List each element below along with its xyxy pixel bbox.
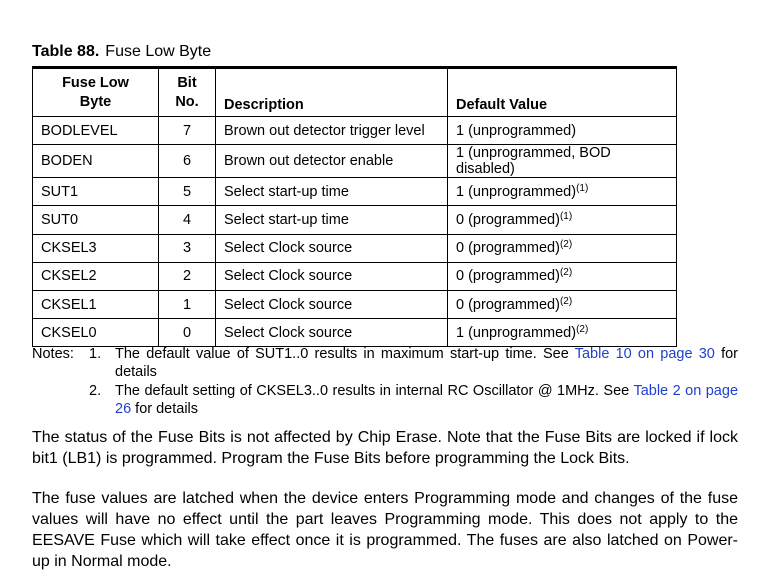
- description-cell-text: Select start-up time: [224, 211, 349, 228]
- header-fuse-low-line1: Fuse Low: [62, 74, 129, 91]
- fuse-name-cell-text: CKSEL2: [41, 268, 97, 285]
- footnote-ref: (2): [559, 239, 573, 251]
- default-value-cell-text: 0 (programmed): [456, 296, 560, 313]
- table-caption: [32, 42, 211, 62]
- fuse-name-cell: [33, 117, 159, 145]
- description-cell-text: Select Clock source: [224, 240, 353, 257]
- note-1-link[interactable]: Table 10 on page 30: [574, 346, 715, 362]
- header-bit-line1: Bit: [177, 74, 197, 91]
- bit-number-cell-text: 7: [182, 122, 192, 139]
- fuse-name-cell: [33, 290, 159, 318]
- note-2-link[interactable]: Table 2 on page 26: [115, 383, 739, 417]
- description-cell-text: Brown out detector enable: [224, 153, 394, 170]
- header-default-value: Default Value: [448, 68, 677, 117]
- note-1-text-before: The default value of SUT1..0 results in maximum start-up time. See: [115, 346, 575, 362]
- bit-number-cell: [159, 319, 216, 347]
- table-title: Fuse Low Byte: [105, 43, 212, 60]
- fuse-name-cell: [33, 178, 159, 206]
- header-bit-no: [159, 68, 216, 117]
- note-1-text-after: for details: [115, 346, 739, 380]
- description-cell-text: Select Clock source: [224, 296, 353, 313]
- table-number: Table 88.: [32, 43, 100, 60]
- bit-number-cell: [159, 178, 216, 206]
- note-2-spacer: [32, 382, 89, 418]
- description-cell: [216, 319, 448, 347]
- default-value-cell-text: 0 (programmed): [456, 211, 560, 228]
- fuse-name-cell: [33, 145, 159, 178]
- default-value-cell: [448, 319, 677, 347]
- header-fuse-low-line2: Byte: [79, 93, 112, 110]
- header-bit-line2: No.: [175, 93, 199, 110]
- footnote-ref: (2): [576, 323, 589, 335]
- bit-number-cell: [159, 262, 216, 290]
- default-value-cell-text: 0 (programmed): [456, 268, 560, 285]
- default-value-cell: [448, 206, 677, 234]
- table-row: [33, 206, 677, 234]
- table-row: [33, 319, 677, 347]
- bit-number-cell: [159, 145, 216, 178]
- fuse-name-cell: [33, 262, 159, 290]
- fuse-name-cell-text: CKSEL1: [41, 296, 97, 313]
- fuse-name-cell-text: CKSEL0: [41, 324, 97, 341]
- table-row: [33, 234, 677, 262]
- table-header-row: [33, 68, 677, 117]
- fuse-low-byte-table: [32, 66, 677, 347]
- note-2-text-after: for details: [131, 401, 199, 417]
- table-row: [33, 145, 677, 178]
- default-value-cell-text: 1 (unprogrammed): [456, 183, 577, 200]
- fuse-name-cell-text: BODLEVEL: [41, 122, 118, 139]
- paragraph-chip-erase: The status of the Fuse Bits is not affected by Chip Erase. Note that the Fuse Bits are locked if lock bit1 (LB1) is programmed. Program the Fuse Bits before programming the Lock Bits.: [32, 429, 738, 467]
- footnote-ref: (2): [559, 267, 573, 279]
- bit-number-cell-text: 2: [182, 268, 192, 285]
- bit-number-cell: [159, 234, 216, 262]
- description-cell: [216, 290, 448, 318]
- description-cell-text: Select Clock source: [224, 268, 353, 285]
- description-cell-text: Brown out detector trigger level: [224, 122, 425, 139]
- default-value-cell-text: 1 (unprogrammed, BOD disabled): [456, 145, 611, 178]
- fuse-name-cell-text: BODEN: [41, 153, 93, 170]
- description-cell-text: Select Clock source: [224, 324, 353, 341]
- fuse-name-cell-text: CKSEL3: [41, 240, 97, 257]
- default-value-cell-text: 0 (programmed): [456, 240, 560, 257]
- default-value-cell: [448, 117, 677, 145]
- default-value-cell-text: 1 (unprogrammed): [456, 324, 577, 341]
- paragraph-fuse-latching: The fuse values are latched when the device enters Programming mode and changes of the fuse values will have no effect until the part leaves Programming mode. This does not apply to the EESAVE Fuse which will take effect once it is programmed. The fuses are also latched on Power-up in Normal mode.: [32, 490, 738, 570]
- bit-number-cell: [159, 117, 216, 145]
- description-cell: [216, 145, 448, 178]
- bit-number-cell-text: 0: [182, 324, 192, 341]
- table-notes: [32, 345, 738, 418]
- header-description: Description: [216, 68, 448, 117]
- description-cell: [216, 117, 448, 145]
- default-value-cell: [448, 234, 677, 262]
- description-cell: [216, 262, 448, 290]
- default-value-cell: [448, 145, 677, 178]
- bit-number-cell: [159, 206, 216, 234]
- header-fuse-low-byte: [33, 68, 159, 117]
- description-cell: [216, 234, 448, 262]
- note-2-text: [115, 382, 738, 418]
- table-row: [33, 178, 677, 206]
- default-value-cell-text: 1 (unprogrammed): [456, 122, 577, 139]
- bit-number-cell-text: 1: [182, 296, 192, 313]
- fuse-name-cell: [33, 319, 159, 347]
- footnote-ref: (2): [559, 295, 573, 307]
- fuse-name-cell: [33, 234, 159, 262]
- footnote-ref: (1): [559, 210, 573, 222]
- note-2-text-before: The default setting of CKSEL3..0 results in internal RC Oscillator @ 1MHz. See: [115, 383, 634, 399]
- default-value-cell: [448, 262, 677, 290]
- note-2-number: 2.: [89, 383, 102, 399]
- bit-number-cell: [159, 290, 216, 318]
- bit-number-cell-text: 3: [182, 240, 192, 257]
- fuse-name-cell: [33, 206, 159, 234]
- table-row: [33, 117, 677, 145]
- note-2: [32, 382, 738, 418]
- table-row: [33, 290, 677, 318]
- table-row: [33, 262, 677, 290]
- note-1-text: [115, 345, 738, 381]
- note-1: [32, 345, 738, 381]
- bit-number-cell-text: 4: [182, 211, 192, 228]
- description-cell: [216, 178, 448, 206]
- default-value-cell: [448, 290, 677, 318]
- footnote-ref: (1): [576, 182, 589, 194]
- bit-number-cell-text: 6: [182, 153, 192, 170]
- description-cell-text: Select start-up time: [224, 183, 349, 200]
- note-1-number: 1.: [89, 346, 102, 362]
- bit-number-cell-text: 5: [182, 183, 192, 200]
- fuse-name-cell-text: SUT1: [41, 183, 79, 200]
- fuse-name-cell-text: SUT0: [41, 211, 79, 228]
- notes-label: Notes:: [32, 346, 74, 362]
- default-value-cell: [448, 178, 677, 206]
- description-cell: [216, 206, 448, 234]
